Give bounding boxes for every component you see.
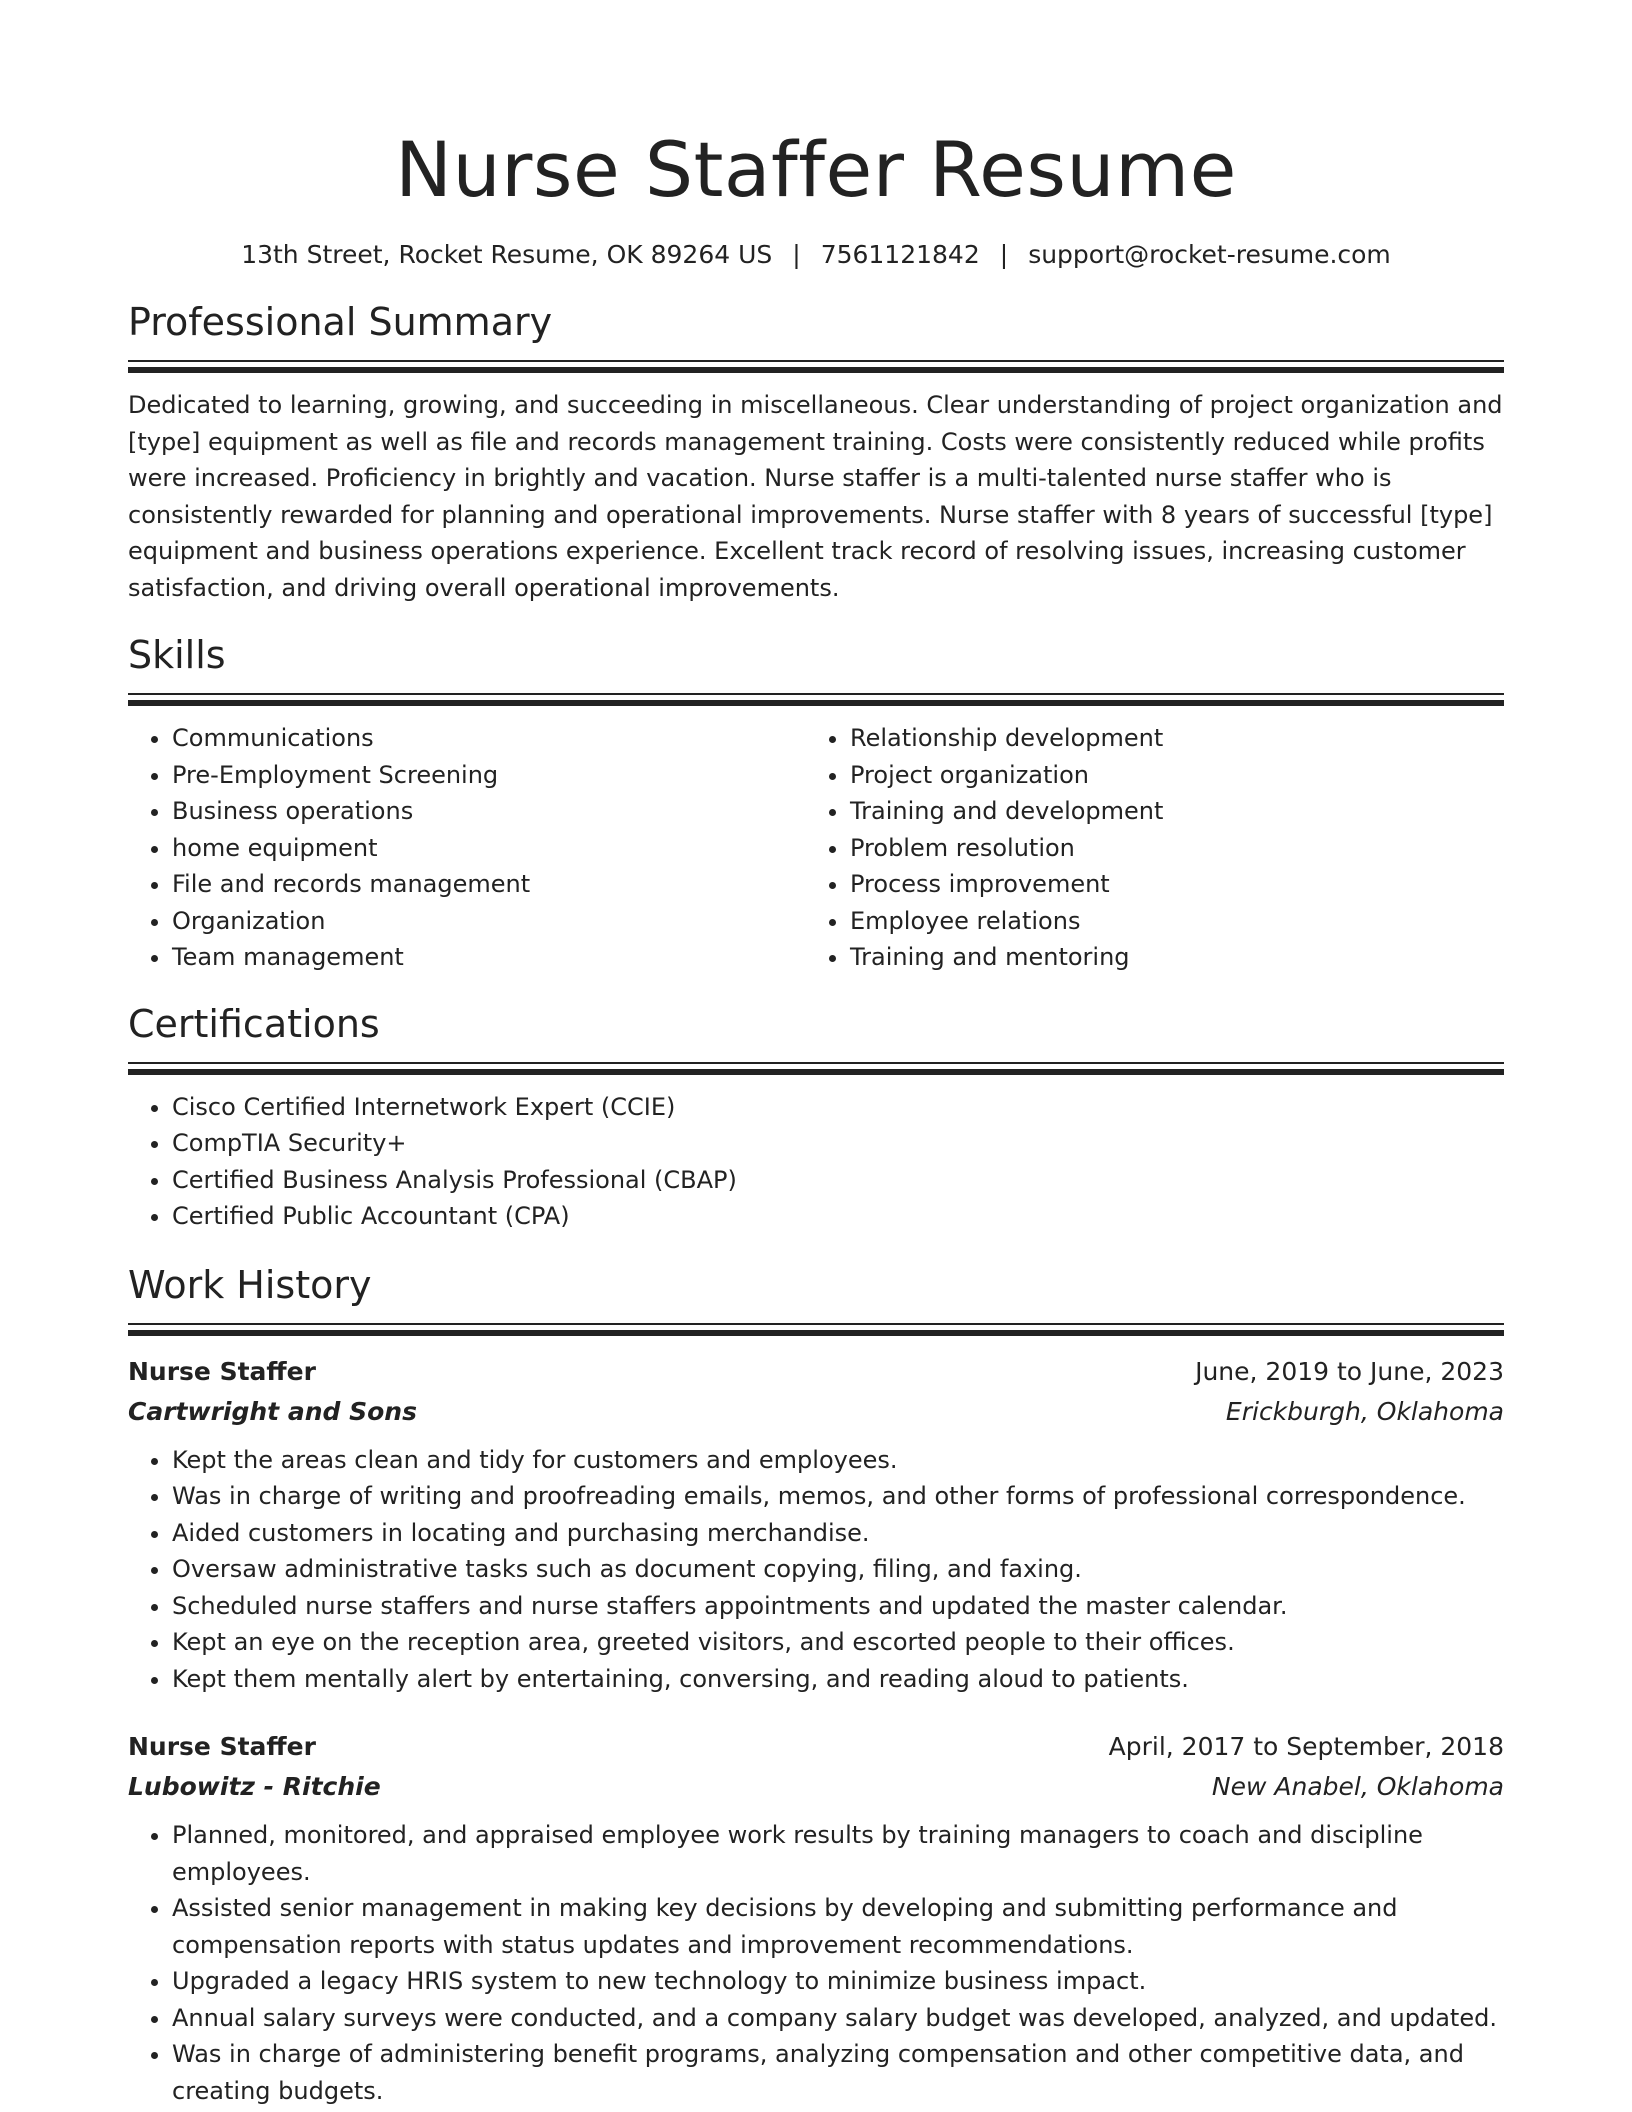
section-divider (128, 1323, 1504, 1325)
skill-item: • Pre-Employment Screening (172, 757, 806, 794)
contact-separator: | (999, 240, 1009, 269)
section-divider-thick (128, 1330, 1504, 1336)
job-title: Nurse Staffer (128, 1356, 316, 1386)
section-title-summary: Professional Summary (128, 300, 553, 344)
skills-columns (128, 720, 1504, 976)
job-bullet: • Annual salary surveys were conducted, and a company salary budget was developed, analyzed, and updated. (172, 2000, 1504, 2037)
job-bullet: • Upgraded a legacy HRIS system to new technology to minimize business impact. (172, 1963, 1504, 2000)
job-subheader-row (128, 1392, 1504, 1432)
skill-item: • Employee relations (850, 903, 1484, 940)
section-divider (128, 1062, 1504, 1064)
job-header-row (128, 1352, 1504, 1392)
section-divider-thick (128, 367, 1504, 373)
skill-item: • Organization (172, 903, 806, 940)
skill-item: • Business operations (172, 793, 806, 830)
section-divider (128, 693, 1504, 695)
contact-phone: 7561121842 (820, 240, 980, 269)
resume-page (128, 0, 1504, 2109)
certification-item: • Certified Public Accountant (CPA) (172, 1198, 1504, 1235)
certification-item: • Cisco Certified Internetwork Expert (CCIE) (172, 1089, 1504, 1126)
job-bullet: • Assisted senior management in making key decisions by developing and submitting performance and compensation reports with status updates and improvement recommendations. (172, 1890, 1504, 1963)
summary-section (128, 298, 1504, 606)
job-dates: April, 2017 to September, 2018 (1108, 1732, 1504, 1761)
certifications-section (128, 1000, 1504, 1235)
job-dates: June, 2019 to June, 2023 (1195, 1356, 1504, 1386)
job-entry (128, 1727, 1504, 2109)
job-company: Cartwright and Sons (128, 1396, 417, 1426)
job-bullet: • Kept the areas clean and tidy for customers and employees. (172, 1442, 1504, 1479)
work-history-section (128, 1261, 1504, 2110)
contact-address: 13th Street, Rocket Resume, OK 89264 US (241, 240, 773, 269)
skills-column-right (806, 720, 1484, 976)
skills-section (128, 631, 1504, 976)
resume-title: Nurse Staffer Resume (395, 125, 1237, 214)
job-header-row (128, 1727, 1504, 1767)
job-title: Nurse Staffer (128, 1732, 316, 1761)
job-bullet: • Was in charge of writing and proofreading emails, memos, and other forms of professional correspondence. (172, 1478, 1504, 1515)
section-divider (128, 360, 1504, 362)
job-entry (128, 1352, 1504, 1698)
job-bullet: • Aided customers in locating and purchasing merchandise. (172, 1515, 1504, 1552)
job-location: New Anabel, Oklahoma (1211, 1772, 1504, 1801)
skill-item: • Problem resolution (850, 830, 1484, 867)
job-bullet: • Planned, monitored, and appraised employee work results by training managers to coach and discipline employees. (172, 1817, 1504, 1890)
job-subheader-row (128, 1767, 1504, 1807)
job-bullet: • Scheduled nurse staffers and nurse staffers appointments and updated the master calendar. (172, 1588, 1504, 1625)
summary-text: Dedicated to learning, growing, and succeeding in miscellaneous. Clear understanding of project organization and [type] equipment as well as file and records management training. Costs were consistently reduced while profits were increased. Proficiency in brightly and vacation. Nurse staffer is a multi-talented nurse staffer who is consistently rewarded for planning and operational improvements. Nurse staffer with 8 years of successful [type] equipment and business operations experience. Excellent track record of resolving issues, increasing customer satisfaction, and driving overall operational improvements. (128, 391, 1503, 602)
job-bullet: • Kept them mentally alert by entertaining, conversing, and reading aloud to patients. (172, 1661, 1504, 1698)
skill-item: • Process improvement (850, 866, 1484, 903)
skills-column-left (128, 720, 806, 976)
section-divider-thick (128, 1069, 1504, 1075)
skill-item: • Communications (172, 720, 806, 757)
job-bullet: • Kept an eye on the reception area, greeted visitors, and escorted people to their offices. (172, 1624, 1504, 1661)
job-bullet: • Oversaw administrative tasks such as document copying, filing, and faxing. (172, 1551, 1504, 1588)
skill-item: • Training and mentoring (850, 939, 1484, 976)
certification-item: • Certified Business Analysis Professional (CBAP) (172, 1162, 1504, 1199)
section-title-skills: Skills (128, 633, 226, 677)
job-company: Lubowitz - Ritchie (128, 1772, 381, 1801)
section-title-certifications: Certifications (128, 1001, 380, 1046)
contact-email: support@rocket-resume.com (1028, 240, 1391, 269)
skill-item: • Project organization (850, 757, 1484, 794)
job-bullet: • Was in charge of administering benefit programs, analyzing compensation and other competitive data, and creating budgets. (172, 2036, 1504, 2109)
skill-item: • Relationship development (850, 720, 1484, 757)
skill-item: • File and records management (172, 866, 806, 903)
section-divider-thick (128, 700, 1504, 706)
section-title-work-history: Work History (128, 1262, 372, 1307)
certification-item: • CompTIA Security+ (172, 1125, 1504, 1162)
skill-item: • home equipment (172, 830, 806, 867)
job-location: Erickburgh, Oklahoma (1225, 1396, 1504, 1426)
skill-item: • Team management (172, 939, 806, 976)
contact-line (128, 238, 1504, 272)
skill-item: • Training and development (850, 793, 1484, 830)
contact-separator: | (792, 240, 801, 269)
